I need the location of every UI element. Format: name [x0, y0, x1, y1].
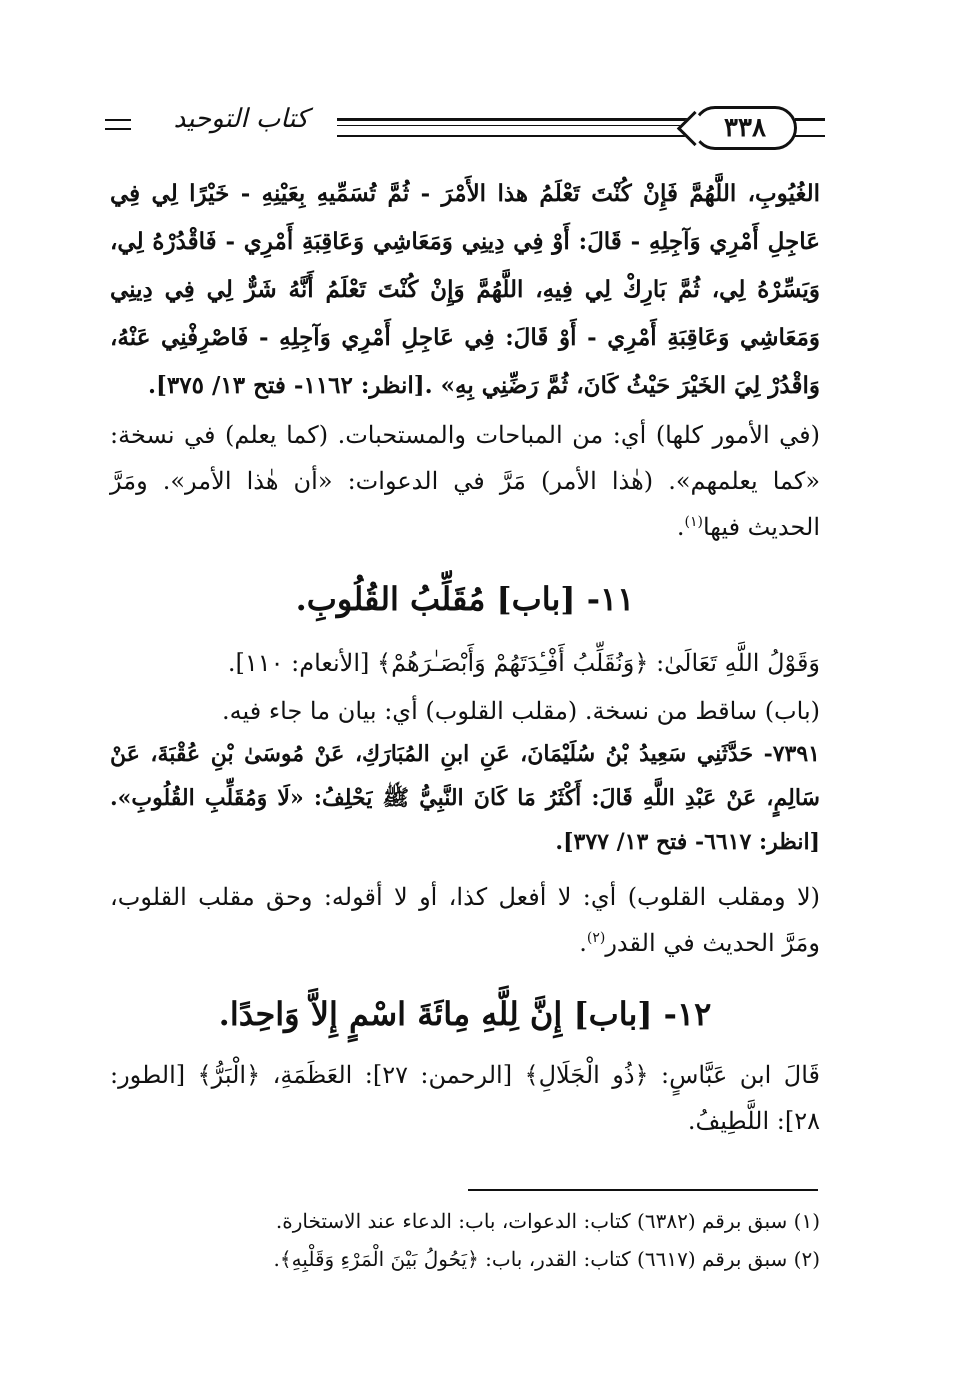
hadith-7391: ٧٣٩١- حَدَّثَنِي سَعِيدُ بْنُ سُلَيْمَانَ، عَنِ ابنِ المُبَارَكِ، عَنْ مُوسَىٰ بْنِ عُقْبَةَ، عَنْ سَالِمٍ، عَنْ عَبْدِ اللَّهِ قَالَ: أَكْثَرُ مَا كَانَ النَّبِيُّ ﷺ يَحْلِفُ: «لَا وَمُقَلِّبِ القُلُوبِ». [انظر: ٦٦١٧- فتح ١٣/ ٣٧٧].: [110, 741, 820, 855]
explanation-paragraph: [110, 412, 820, 550]
hadith-explanation-end: .: [579, 929, 587, 957]
footnote-ref: (١): [684, 514, 703, 530]
footnote-2: (٢) سبق برقم (٦٦١٧) كتاب: القدر، باب: ﴿يَحُولُ بَيْنَ الْمَرْءِ وَقَلْبِهِ﴾.: [273, 1247, 820, 1271]
header-dash-ornament: [105, 119, 131, 130]
hadith-explanation: [110, 874, 820, 966]
hadith-text: الغُيُوبِ، اللَّهُمَّ فَإِنْ كُنْتَ تَعْلَمُ هذا الأَمْرَ - ثُمَّ تُسَمِّيهِ بِعَيْنِهِ - خَيْرًا لِي فِي عَاجِلِ أَمْرِي وَآجِلِهِ - قَالَ: أَوْ فِي دِينِي وَمَعَاشِي وَعَاقِبَةِ أَمْرِي - فَاقْدُرْهُ لِي، وَيَسِّرْهُ لِي، ثُمَّ بَارِكْ لِي فِيهِ، اللَّهُمَّ وَإِنْ كُنْتَ تَعْلَمُ أَنَّهُ شَرٌّ لِي فِي دِينِي وَمَعَاشِي وَعَاقِبَةِ أَمْرِي - أَوْ قَالَ: فِي عَاجِلِ أَمْرِي وَآجِلِهِ - فَاصْرِفْنِي عَنْهُ، وَاقْدُرْ لِيَ الخَيْرَ حَيْثُ كَانَ، ثُمَّ رَضِّنِي بِهِ» .[انظر: ١١٦٢- فتح ١٣/ ٣٧٥].: [110, 180, 820, 399]
footnotes: [150, 1202, 820, 1278]
page-number: ٣٣٨: [693, 106, 797, 150]
explanation-end: .: [676, 513, 685, 541]
chapter-heading-12: ١٢- [باب] إِنَّ لِلَّهِ مِائَةَ اسْمٍ إِلاَّ وَاحِدًا.: [218, 995, 712, 1033]
explanation-text: (في الأمور كلها) أي: من المباحات والمستحبات. (كما يعلم) في نسخة: «كما يعلمهم». (هٰذا الأمر) مَرَّ في الدعوات: «أن هٰذا الأمر». ومَرَّ الحديث فيها: [110, 421, 820, 541]
footnote-ref: (٢): [586, 930, 606, 946]
chapter-explanation: (باب) ساقط من نسخة. (مقلب القلوب) أي: بيان ما جاء فيه.: [222, 697, 820, 725]
footnote-rule: [468, 1189, 818, 1191]
page-header: [105, 98, 825, 154]
header-rule-end: [795, 118, 825, 137]
running-title: كتاب التوحيد: [173, 104, 309, 134]
header-rule: [337, 118, 703, 137]
chapter-heading-11: ١١- [باب] مُقَلِّبُ القُلُوبِ.: [295, 580, 635, 618]
chapter-verse: وَقَوْلُ اللَّهِ تَعَالَىٰ: ﴿وَنُقَلِّبُ أَفْـِٔدَتَهُمْ وَأَبْصَـٰرَهُمْ﴾ [الأنعام: ١١٠].: [227, 649, 820, 677]
chapter-12-text: قَالَ ابن عَبَّاسٍ: ﴿ذُو الْجَلَالِ﴾ [الرحمن: ٢٧]: العَظَمَةِ، ﴿الْبَرُّ﴾ [الطور: ٢٨]: اللَّطِيفُ.: [110, 1061, 821, 1135]
hadith-explanation-text: (لا ومقلب القلوب) أي: لا أفعل كذا، أو لا أقوله: وحق مقلب القلوب، ومَرَّ الحديث في القدر: [110, 883, 820, 957]
footnote-1: (١) سبق برقم (٦٣٨٢) كتاب: الدعوات، باب: الدعاء عند الاستخارة.: [275, 1209, 820, 1233]
